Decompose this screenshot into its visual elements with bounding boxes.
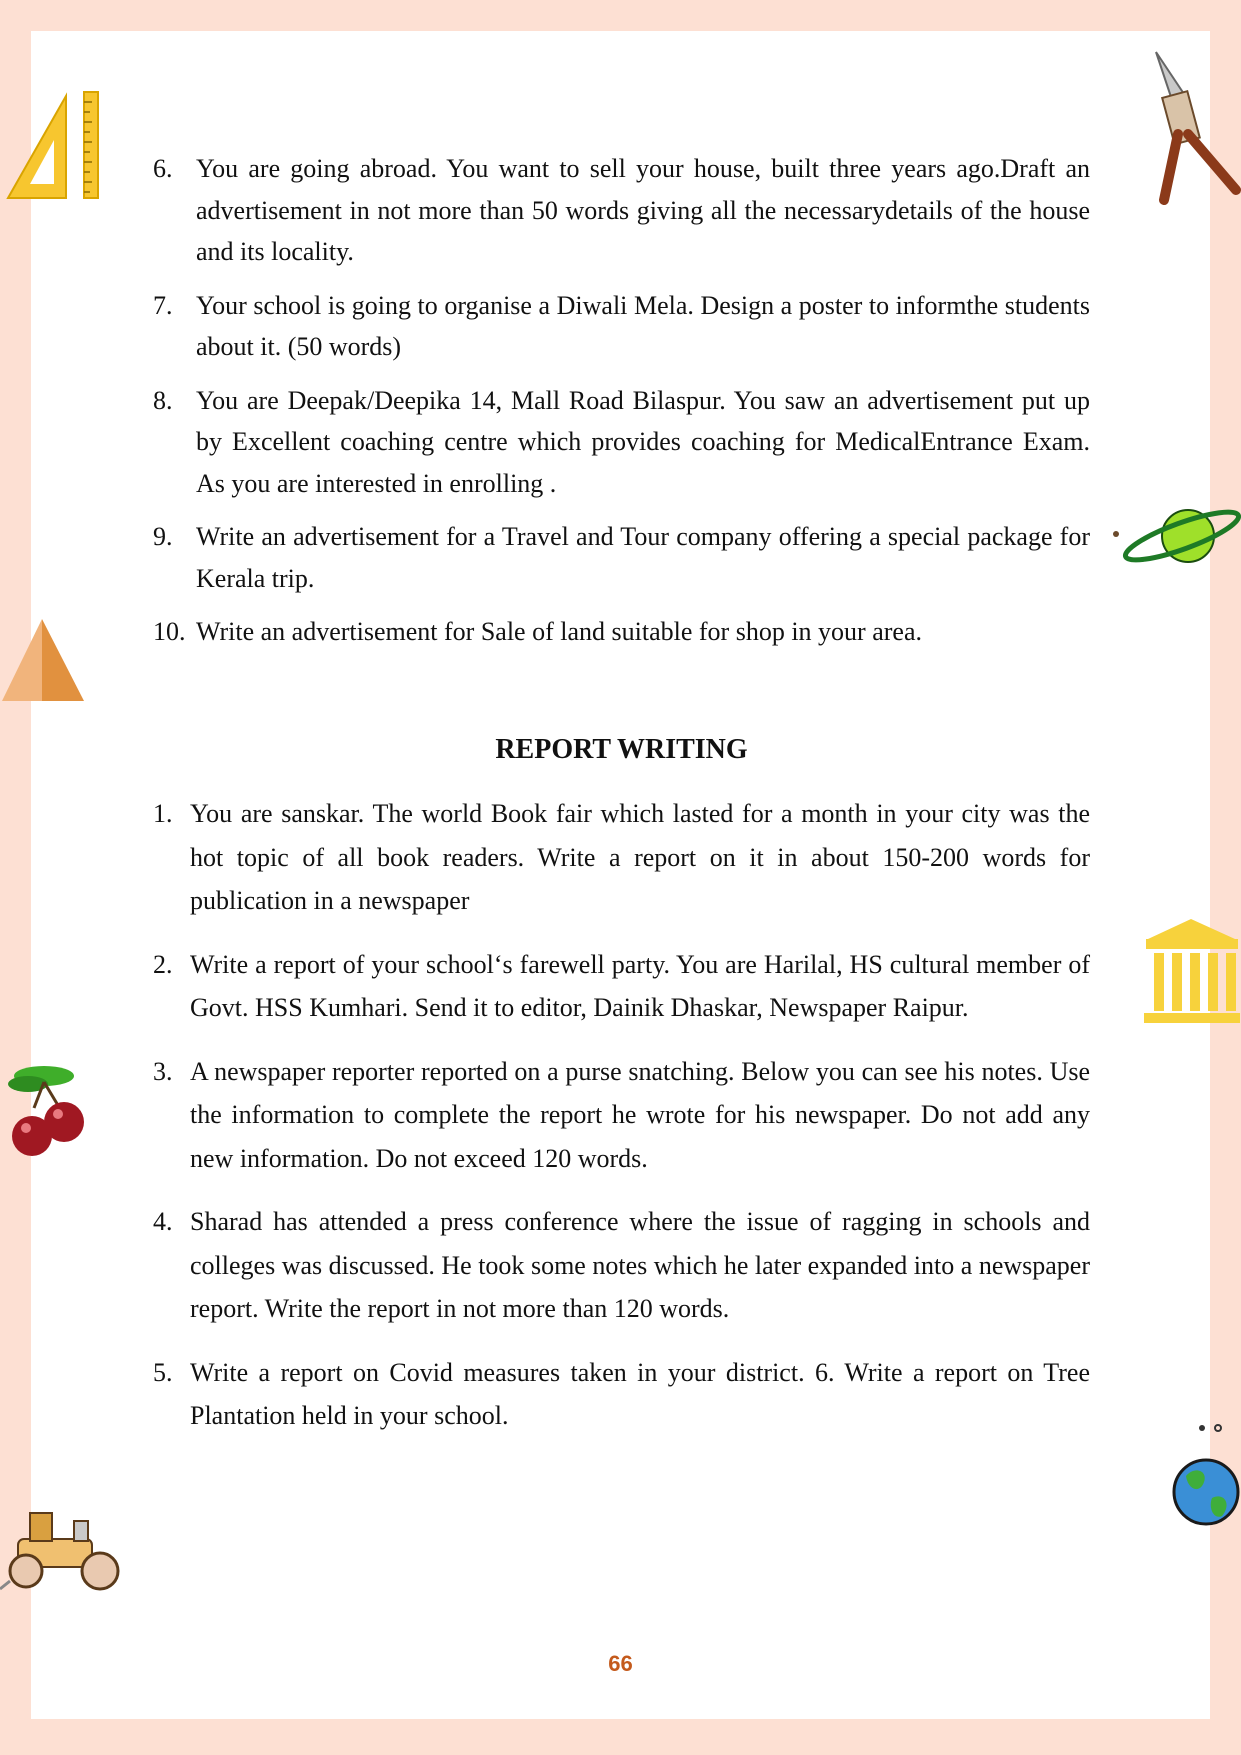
item-number: 4.: [153, 1207, 173, 1236]
ruler-triangle-icon: [4, 88, 102, 203]
list-item: [153, 148, 1090, 273]
item-number: 8.: [153, 385, 173, 415]
planet-icon: [1112, 498, 1241, 570]
list-item: [153, 1200, 1090, 1331]
item-number: 10.: [153, 617, 186, 646]
list-item: [153, 943, 1090, 1030]
list-item: [153, 611, 1090, 653]
item-text: Write an advertisement for a Travel and Tour company offering a special package for Kerala trip.: [196, 522, 1090, 593]
list-item: [153, 516, 1090, 599]
item-number: 2.: [153, 949, 173, 979]
item-number: 7.: [153, 290, 173, 320]
item-text: You are Deepak/Deepika 14, Mall Road Bilaspur. You saw an advertisement put up by Excellent coaching centre which provides coaching for MedicalEntrance Exam. As you are interested in enrolling .: [196, 385, 1090, 498]
pliers-icon: [1150, 50, 1241, 205]
list-item: [153, 1351, 1090, 1438]
item-text: A newspaper reporter reported on a purse snatching. Below you can see his notes. Use the information to complete the report he wrote for his newspaper. Do not add any new information. Do not exceed 120 words.: [190, 1056, 1090, 1173]
page-number: 66: [608, 1651, 633, 1676]
page-content: [153, 148, 1090, 1458]
item-number: 3.: [153, 1056, 173, 1086]
item-text: Write a report of your school‘s farewell party. You are Harilal, HS cultural member of Govt. HSS Kumhari. Send it to editor, Dainik Dhaskar, Newspaper Raipur.: [190, 949, 1090, 1022]
item-text: Write an advertisement for Sale of land suitable for shop in your area.: [196, 617, 922, 646]
cherries-icon: [4, 1060, 89, 1168]
list-item: [153, 1050, 1090, 1181]
item-text: You are going abroad. You want to sell your house, built three years ago.Draft an advertisement in not more than 50 words giving all the necessarydetails of the house and its locality.: [196, 154, 1090, 266]
item-text: Write a report on Covid measures taken in your district. 6. Write a report on Tree Plantation held in your school.: [190, 1357, 1090, 1430]
pyramid-icon: [0, 617, 88, 705]
item-number: 1.: [153, 799, 173, 828]
globe-icon: [1168, 1420, 1241, 1530]
item-number: 6.: [153, 154, 173, 183]
item-number: 5.: [153, 1357, 173, 1387]
section-heading: REPORT WRITING: [495, 733, 748, 765]
advertisement-question-list: [153, 148, 1090, 653]
item-text: You are sanskar. The world Book fair which lasted for a month in your city was the hot topic of all book readers. Write a report on it in about 150-200 words for publication in a newspaper: [190, 799, 1090, 915]
list-item: [153, 285, 1090, 368]
item-number: 9.: [153, 522, 173, 551]
list-item: [153, 380, 1090, 505]
report-question-list: [153, 792, 1090, 1438]
item-text: Your school is going to organise a Diwali Mela. Design a poster to informthe students about it. (50 words): [196, 290, 1090, 361]
temple-icon: [1142, 915, 1241, 1027]
list-item: [153, 792, 1090, 923]
item-text: Sharad has attended a press conference where the issue of ragging in schools and colleges was discussed. He took some notes which he later expanded into a newspaper report. Write the report in not more than 120 words.: [190, 1207, 1090, 1323]
vehicle-icon: [0, 1505, 128, 1597]
